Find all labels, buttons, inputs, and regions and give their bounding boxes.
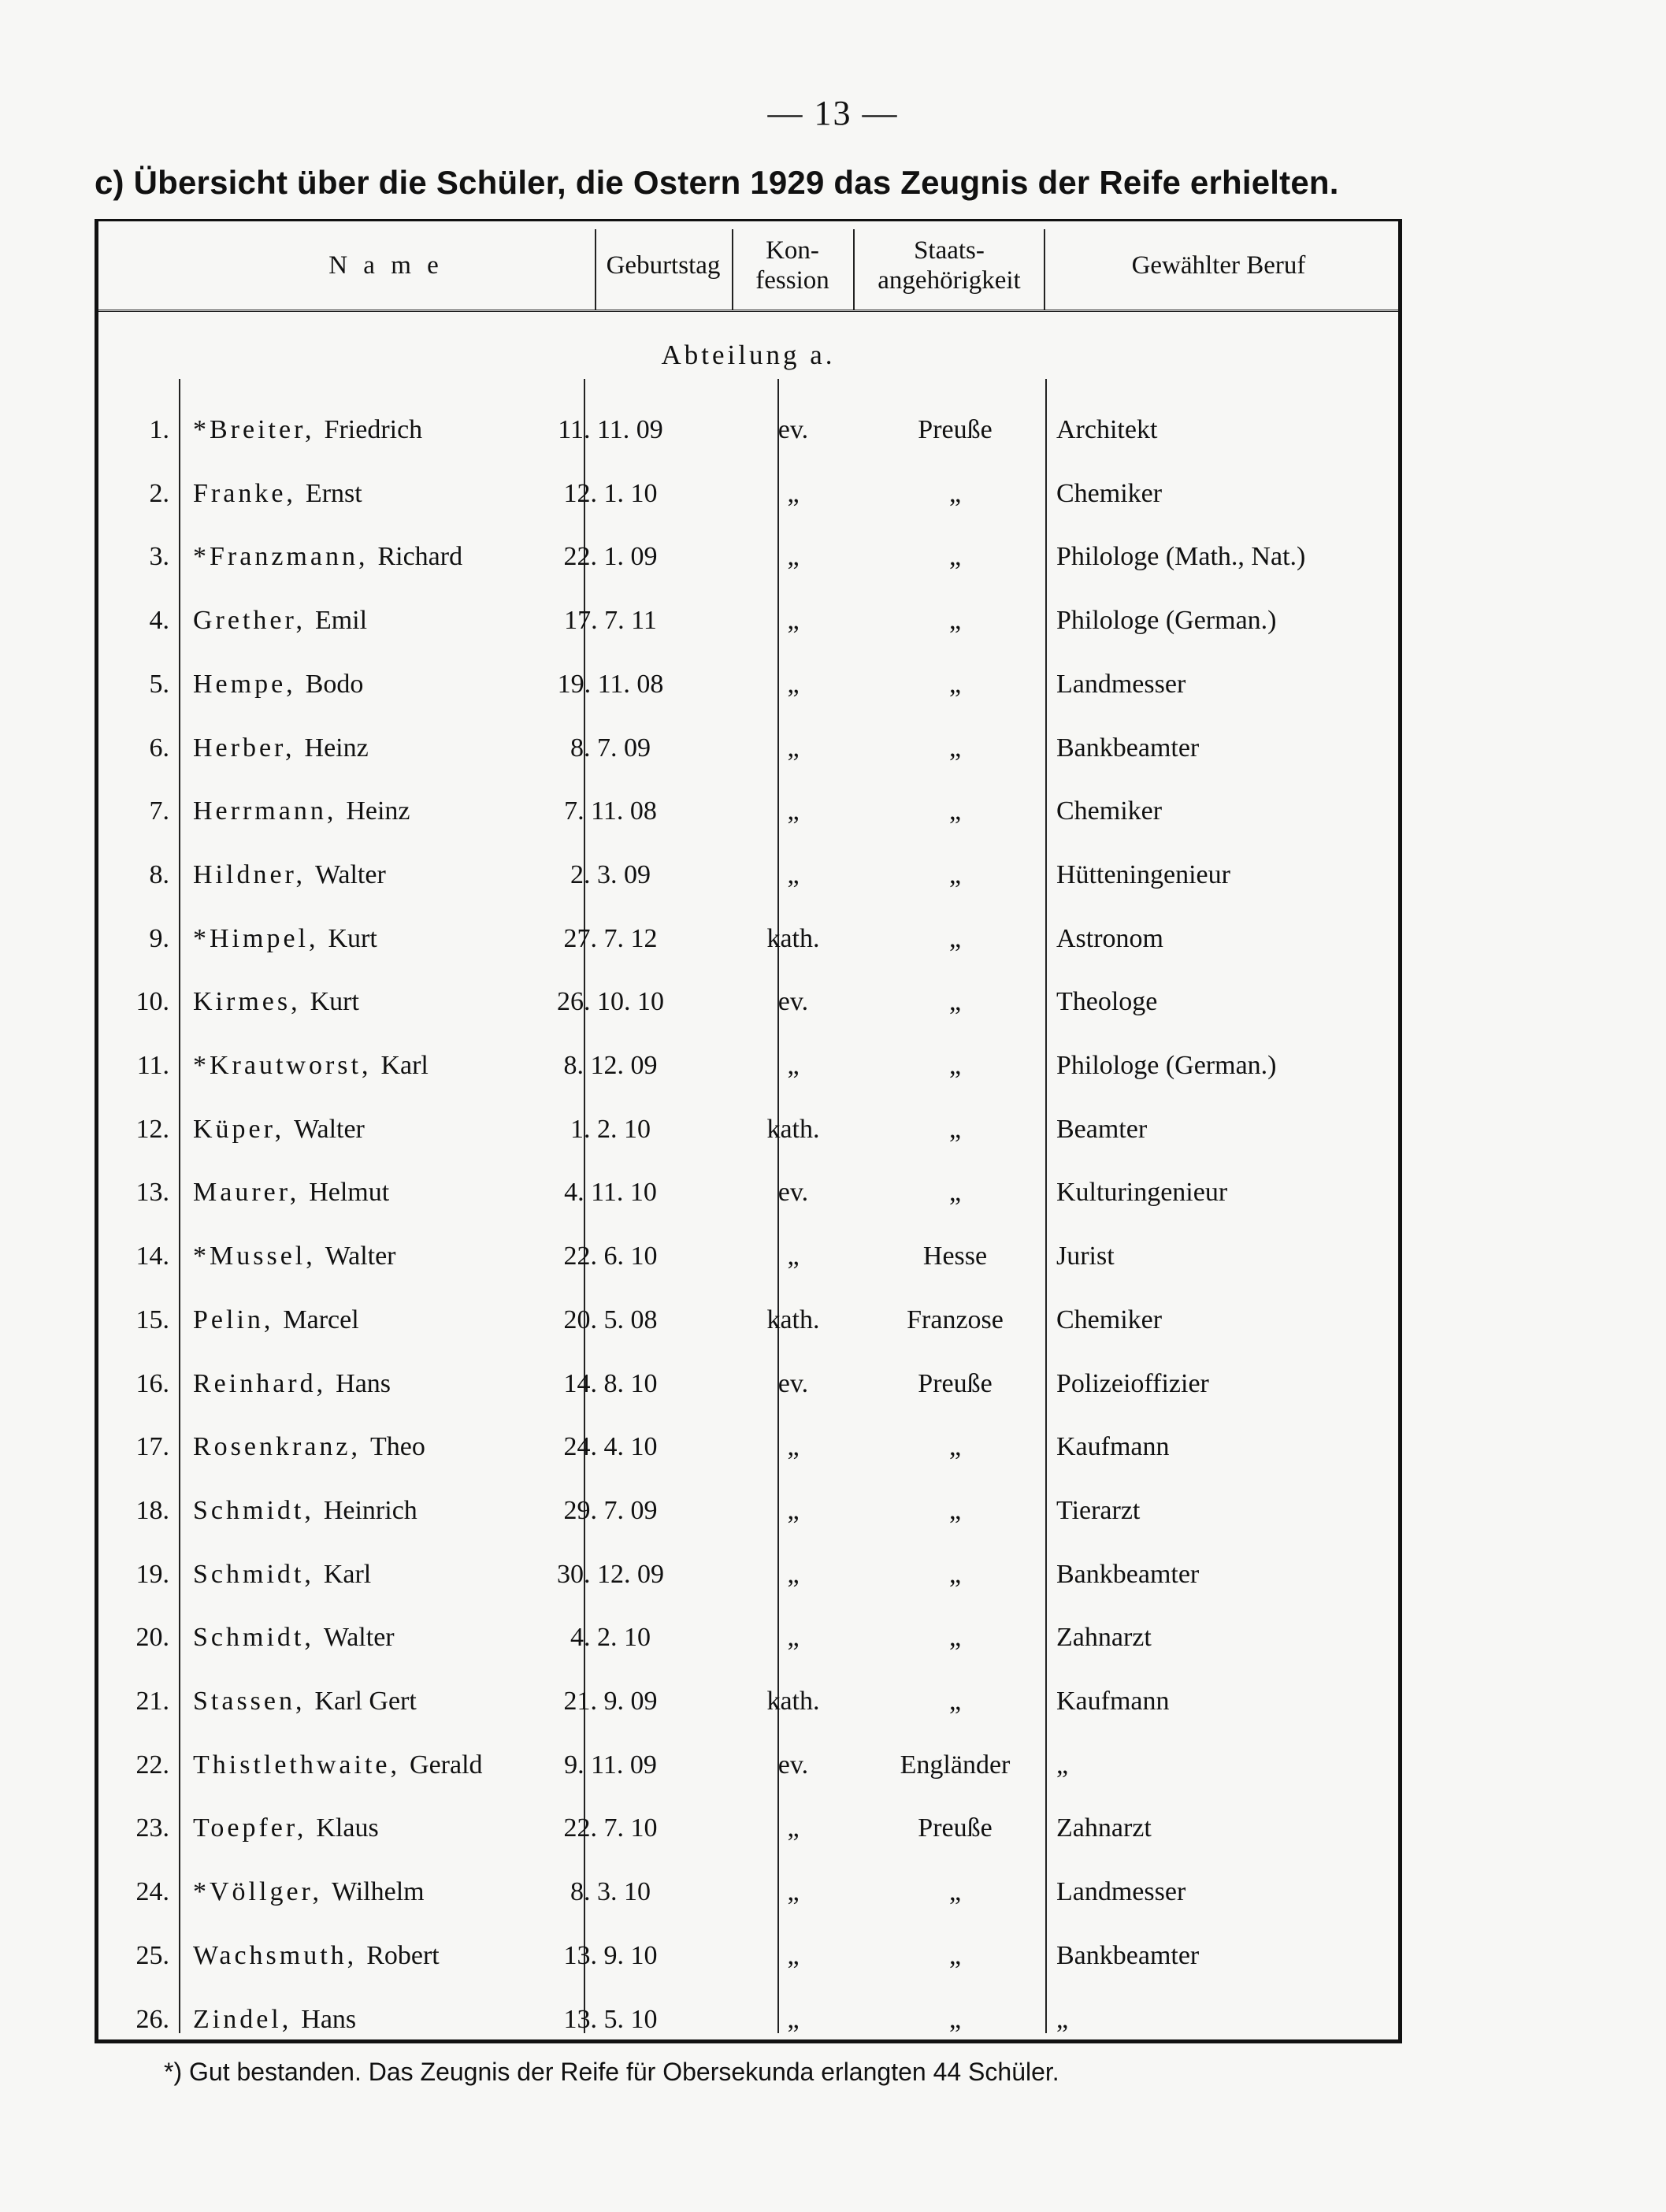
row-number: 25. [135,1940,169,1970]
row-konfession: ev. [777,415,809,444]
row-staat: „ [948,669,962,699]
row-konfession: ev. [777,1750,809,1780]
row-name [193,525,462,588]
row-given-name: Marcel [283,1305,359,1334]
row-staat: Preuße [918,1368,993,1398]
row-given-name: Kurt [328,923,377,953]
row-given-name: Heinrich [323,1495,417,1525]
row-birthday: 1. 2. 10 [570,1114,651,1144]
row-beruf: „ [1056,1750,1069,1780]
row-number: 16. [135,1368,169,1398]
row-staat: „ [948,542,962,572]
header-name: N a m e [328,251,443,280]
row-birthday: 17. 7. 11 [564,606,657,636]
row-beruf: Chemiker [1056,1305,1163,1334]
row-beruf: Theologe [1056,987,1158,1017]
row-given-name: Heinz [346,796,410,826]
row-name [193,971,359,1034]
row-staat: „ [948,1877,962,1907]
row-birthday: 22. 1. 09 [563,542,658,572]
row-number: 18. [135,1495,169,1525]
row-staat: „ [948,606,962,636]
row-given-name: Robert [366,1940,440,1970]
row-konfession: „ [787,478,800,508]
row-staat: „ [948,1495,962,1525]
students-table [95,219,1402,2043]
table-row [98,399,1398,462]
row-birthday: 27. 7. 12 [563,923,658,953]
row-birthday: 22. 6. 10 [563,1241,658,1271]
row-staat: „ [948,733,962,763]
table-row [98,1353,1398,1416]
row-surname: *Mussel, [193,1241,316,1271]
row-beruf: Kulturingenieur [1056,1178,1228,1208]
row-given-name: Helmut [309,1178,390,1208]
row-number: 22. [135,1750,169,1780]
row-name [193,653,363,716]
row-staat: „ [948,859,962,889]
row-given-name: Kurt [310,987,359,1017]
row-number: 26. [135,2004,169,2034]
row-surname: *Krautworst, [193,1051,372,1080]
row-konfession: „ [787,669,800,699]
row-number: 17. [135,1432,169,1462]
row-given-name: Heinz [304,733,369,763]
row-given-name: Walter [325,1241,396,1271]
row-staat: „ [948,923,962,953]
row-given-name: Richard [377,542,463,572]
table-row [98,907,1398,971]
row-staat: „ [948,1051,962,1080]
header-divider [732,229,733,310]
row-surname: Kirmes, [193,987,301,1017]
page-heading: c) Übersicht über die Schüler, die Ostern 1929 das Zeugnis der Reife erhielten. [95,164,1339,201]
row-beruf: Zahnarzt [1056,1813,1152,1843]
row-surname: Herrmann, [193,796,337,826]
row-number: 6. [149,733,169,763]
row-given-name: Emil [314,606,368,636]
row-surname: Franke, [193,478,296,508]
row-given-name: Karl [323,1559,372,1589]
row-surname: *Franzmann, [193,542,369,572]
row-beruf: Polizeioffizier [1056,1368,1209,1398]
row-number: 23. [135,1813,169,1843]
row-birthday: 19. 11. 08 [557,669,664,699]
row-surname: Maurer, [193,1178,300,1208]
row-number: 21. [135,1687,169,1716]
row-surname: Rosenkranz, [193,1432,362,1462]
table-row [98,1225,1398,1288]
row-number: 1. [149,415,169,444]
header-birthday: Geburtstag [606,251,721,280]
row-staat: Preuße [918,1813,993,1843]
header-staat-line2: angehörigkeit [878,266,1021,295]
row-birthday: 26. 10. 10 [557,987,664,1017]
table-row [98,1034,1398,1097]
row-name [193,1543,371,1606]
row-staat: „ [948,1559,962,1589]
row-name [193,589,367,652]
row-surname: Stassen, [193,1687,306,1716]
row-number: 2. [149,478,169,508]
row-name [193,399,422,462]
row-beruf: Architekt [1056,415,1158,444]
row-birthday: 9. 11. 09 [564,1750,657,1780]
row-konfession: „ [787,1940,800,1970]
row-number: 20. [135,1623,169,1653]
row-given-name: Theo [370,1432,425,1462]
row-surname: Zindel, [193,2004,292,2034]
table-row [98,589,1398,652]
row-staat: „ [948,796,962,826]
row-given-name: Friedrich [324,415,423,444]
header-staat-line1: Staats- [914,236,985,265]
row-given-name: Hans [336,1368,391,1398]
row-konfession: kath. [766,1305,820,1334]
table-row [98,844,1398,907]
row-birthday: 2. 3. 09 [570,859,651,889]
row-number: 3. [149,542,169,572]
row-konfession: „ [787,542,800,572]
row-birthday: 12. 1. 10 [563,478,658,508]
row-beruf: Hütteningenieur [1056,859,1230,889]
row-beruf: Tierarzt [1056,1495,1141,1525]
row-birthday: 13. 5. 10 [563,2004,658,2034]
row-birthday: 4. 2. 10 [570,1623,651,1653]
row-beruf: „ [1056,2004,1069,2034]
row-surname: Schmidt, [193,1623,314,1653]
table-header [98,221,1398,312]
row-birthday: 8. 7. 09 [570,733,651,763]
row-number: 12. [135,1114,169,1144]
row-surname: Schmidt, [193,1495,314,1525]
table-row [98,780,1398,843]
row-beruf: Kaufmann [1056,1432,1170,1462]
row-beruf: Zahnarzt [1056,1623,1152,1653]
row-staat: „ [948,1687,962,1716]
row-birthday: 7. 11. 08 [564,796,657,826]
row-staat: „ [948,1432,962,1462]
header-beruf: Gewählter Beruf [1131,251,1306,280]
row-given-name: Bodo [305,669,364,699]
row-name [193,844,386,907]
row-surname: *Himpel, [193,923,319,953]
row-beruf: Kaufmann [1056,1687,1170,1716]
row-birthday: 8. 3. 10 [570,1877,651,1907]
row-konfession: „ [787,2004,800,2034]
row-konfession: „ [787,1813,800,1843]
row-beruf: Astronom [1056,923,1163,953]
row-given-name: Ernst [305,478,362,508]
header-divider [853,229,855,310]
header-konfession [733,221,852,310]
table-row [98,1988,1398,2051]
table-row [98,1734,1398,1797]
row-surname: Hildner, [193,859,306,889]
row-name [193,1098,365,1161]
row-beruf: Bankbeamter [1056,1559,1200,1589]
row-beruf: Bankbeamter [1056,733,1200,763]
row-given-name: Klaus [316,1813,379,1843]
row-konfession: kath. [766,1114,820,1144]
row-konfession: ev. [777,1178,809,1208]
row-konfession: „ [787,859,800,889]
row-number: 15. [135,1305,169,1334]
row-surname: *Breiter, [193,415,315,444]
row-birthday: 22. 7. 10 [563,1813,658,1843]
row-number: 9. [149,923,169,953]
row-name [193,1479,417,1542]
row-name [193,462,362,525]
row-staat: „ [948,1623,962,1653]
row-staat: „ [948,1940,962,1970]
table-row [98,1416,1398,1479]
row-konfession: „ [787,1623,800,1653]
row-staat: „ [948,987,962,1017]
row-number: 8. [149,859,169,889]
row-number: 4. [149,606,169,636]
row-given-name: Karl [380,1051,429,1080]
row-staat: „ [948,478,962,508]
row-given-name: Walter [323,1623,395,1653]
row-konfession: „ [787,1495,800,1525]
row-konfession: „ [787,1432,800,1462]
section-label: Abteilung a. [661,340,836,370]
row-number: 19. [135,1559,169,1589]
row-konfession: kath. [766,1687,820,1716]
row-given-name: Walter [294,1114,365,1144]
row-name [193,780,410,843]
row-staat: Engländer [900,1750,1011,1780]
row-staat: Preuße [918,415,993,444]
row-number: 13. [135,1178,169,1208]
row-name [193,907,377,971]
header-divider [1044,229,1045,310]
row-birthday: 13. 9. 10 [563,1940,658,1970]
table-row [98,653,1398,716]
row-surname: Hempe, [193,669,296,699]
row-given-name: Gerald [410,1750,483,1780]
row-konfession: „ [787,1877,800,1907]
row-konfession: „ [787,1559,800,1589]
row-surname: Reinhard, [193,1368,327,1398]
row-birthday: 11. 11. 09 [558,415,663,444]
row-name [193,1797,379,1860]
row-beruf: Landmesser [1056,669,1186,699]
row-staat: „ [948,2004,962,2034]
row-number: 5. [149,669,169,699]
row-konfession: ev. [777,1368,809,1398]
row-birthday: 21. 9. 09 [563,1687,658,1716]
row-given-name: Hans [301,2004,357,2034]
table-row [98,1861,1398,1924]
row-surname: Küper, [193,1114,285,1144]
table-row [98,525,1398,588]
row-konfession: „ [787,796,800,826]
row-staat: Franzose [907,1305,1004,1334]
row-surname: Wachsmuth, [193,1940,358,1970]
row-name [193,1670,417,1733]
row-number: 7. [149,796,169,826]
row-beruf: Philologe (German.) [1056,606,1277,636]
row-name [193,1606,395,1669]
row-surname: Pelin, [193,1305,274,1334]
table-row [98,717,1398,780]
table-row [98,1797,1398,1860]
row-number: 10. [135,987,169,1017]
row-given-name: Wilhelm [332,1877,425,1907]
row-number: 24. [135,1877,169,1907]
row-konfession: kath. [766,923,820,953]
row-birthday: 29. 7. 09 [563,1495,658,1525]
header-konfession-line2: fession [755,266,829,295]
row-name [193,1289,359,1352]
row-staat: „ [948,1114,962,1144]
row-name [193,1734,483,1797]
table-row [98,1606,1398,1669]
row-beruf: Chemiker [1056,796,1163,826]
table-row [98,1161,1398,1224]
row-surname: Schmidt, [193,1559,314,1589]
row-beruf: Bankbeamter [1056,1940,1200,1970]
row-beruf: Philologe (Math., Nat.) [1056,542,1306,572]
row-name [193,1034,429,1097]
row-konfession: „ [787,606,800,636]
row-beruf: Landmesser [1056,1877,1186,1907]
row-surname: Toepfer, [193,1813,307,1843]
row-number: 14. [135,1241,169,1271]
table-row [98,1543,1398,1606]
row-name [193,1161,389,1224]
row-staat: „ [948,1178,962,1208]
table-row [98,1479,1398,1542]
row-surname: *Völlger, [193,1877,322,1907]
row-birthday: 4. 11. 10 [564,1178,657,1208]
header-divider [595,229,596,310]
page-number: — 13 — [767,94,899,132]
table-row [98,1289,1398,1352]
row-given-name: Karl Gert [314,1687,417,1716]
row-beruf: Chemiker [1056,478,1163,508]
table-row [98,971,1398,1034]
row-surname: Grether, [193,606,306,636]
row-konfession: „ [787,733,800,763]
row-birthday: 8. 12. 09 [563,1051,658,1080]
table-row [98,1098,1398,1161]
row-surname: Herber, [193,733,295,763]
row-staat: Hesse [922,1241,988,1271]
row-birthday: 14. 8. 10 [563,1368,658,1398]
table-row [98,1924,1398,1987]
row-name [193,1225,396,1288]
header-konfession-line1: Kon- [766,236,819,265]
row-konfession: „ [787,1241,800,1271]
row-birthday: 30. 12. 09 [557,1559,664,1589]
row-name [193,1988,356,2051]
header-staat [855,221,1044,310]
row-surname: Thistlethwaite, [193,1750,401,1780]
row-number: 11. [136,1051,169,1080]
row-beruf: Philologe (German.) [1056,1051,1277,1080]
row-birthday: 24. 4. 10 [563,1432,658,1462]
row-name [193,1861,425,1924]
row-name [193,1416,425,1479]
table-row [98,1670,1398,1733]
row-beruf: Beamter [1056,1114,1148,1144]
table-row [98,462,1398,525]
row-name [193,1353,391,1416]
row-beruf: Jurist [1056,1241,1115,1271]
footnote: *) Gut bestanden. Das Zeugnis der Reife für Obersekunda erlangten 44 Schüler. [164,2058,1059,2086]
row-name [193,717,369,780]
row-given-name: Walter [315,859,386,889]
row-birthday: 20. 5. 08 [563,1305,658,1334]
row-konfession: „ [787,1051,800,1080]
row-name [193,1924,440,1987]
row-konfession: ev. [777,987,809,1017]
